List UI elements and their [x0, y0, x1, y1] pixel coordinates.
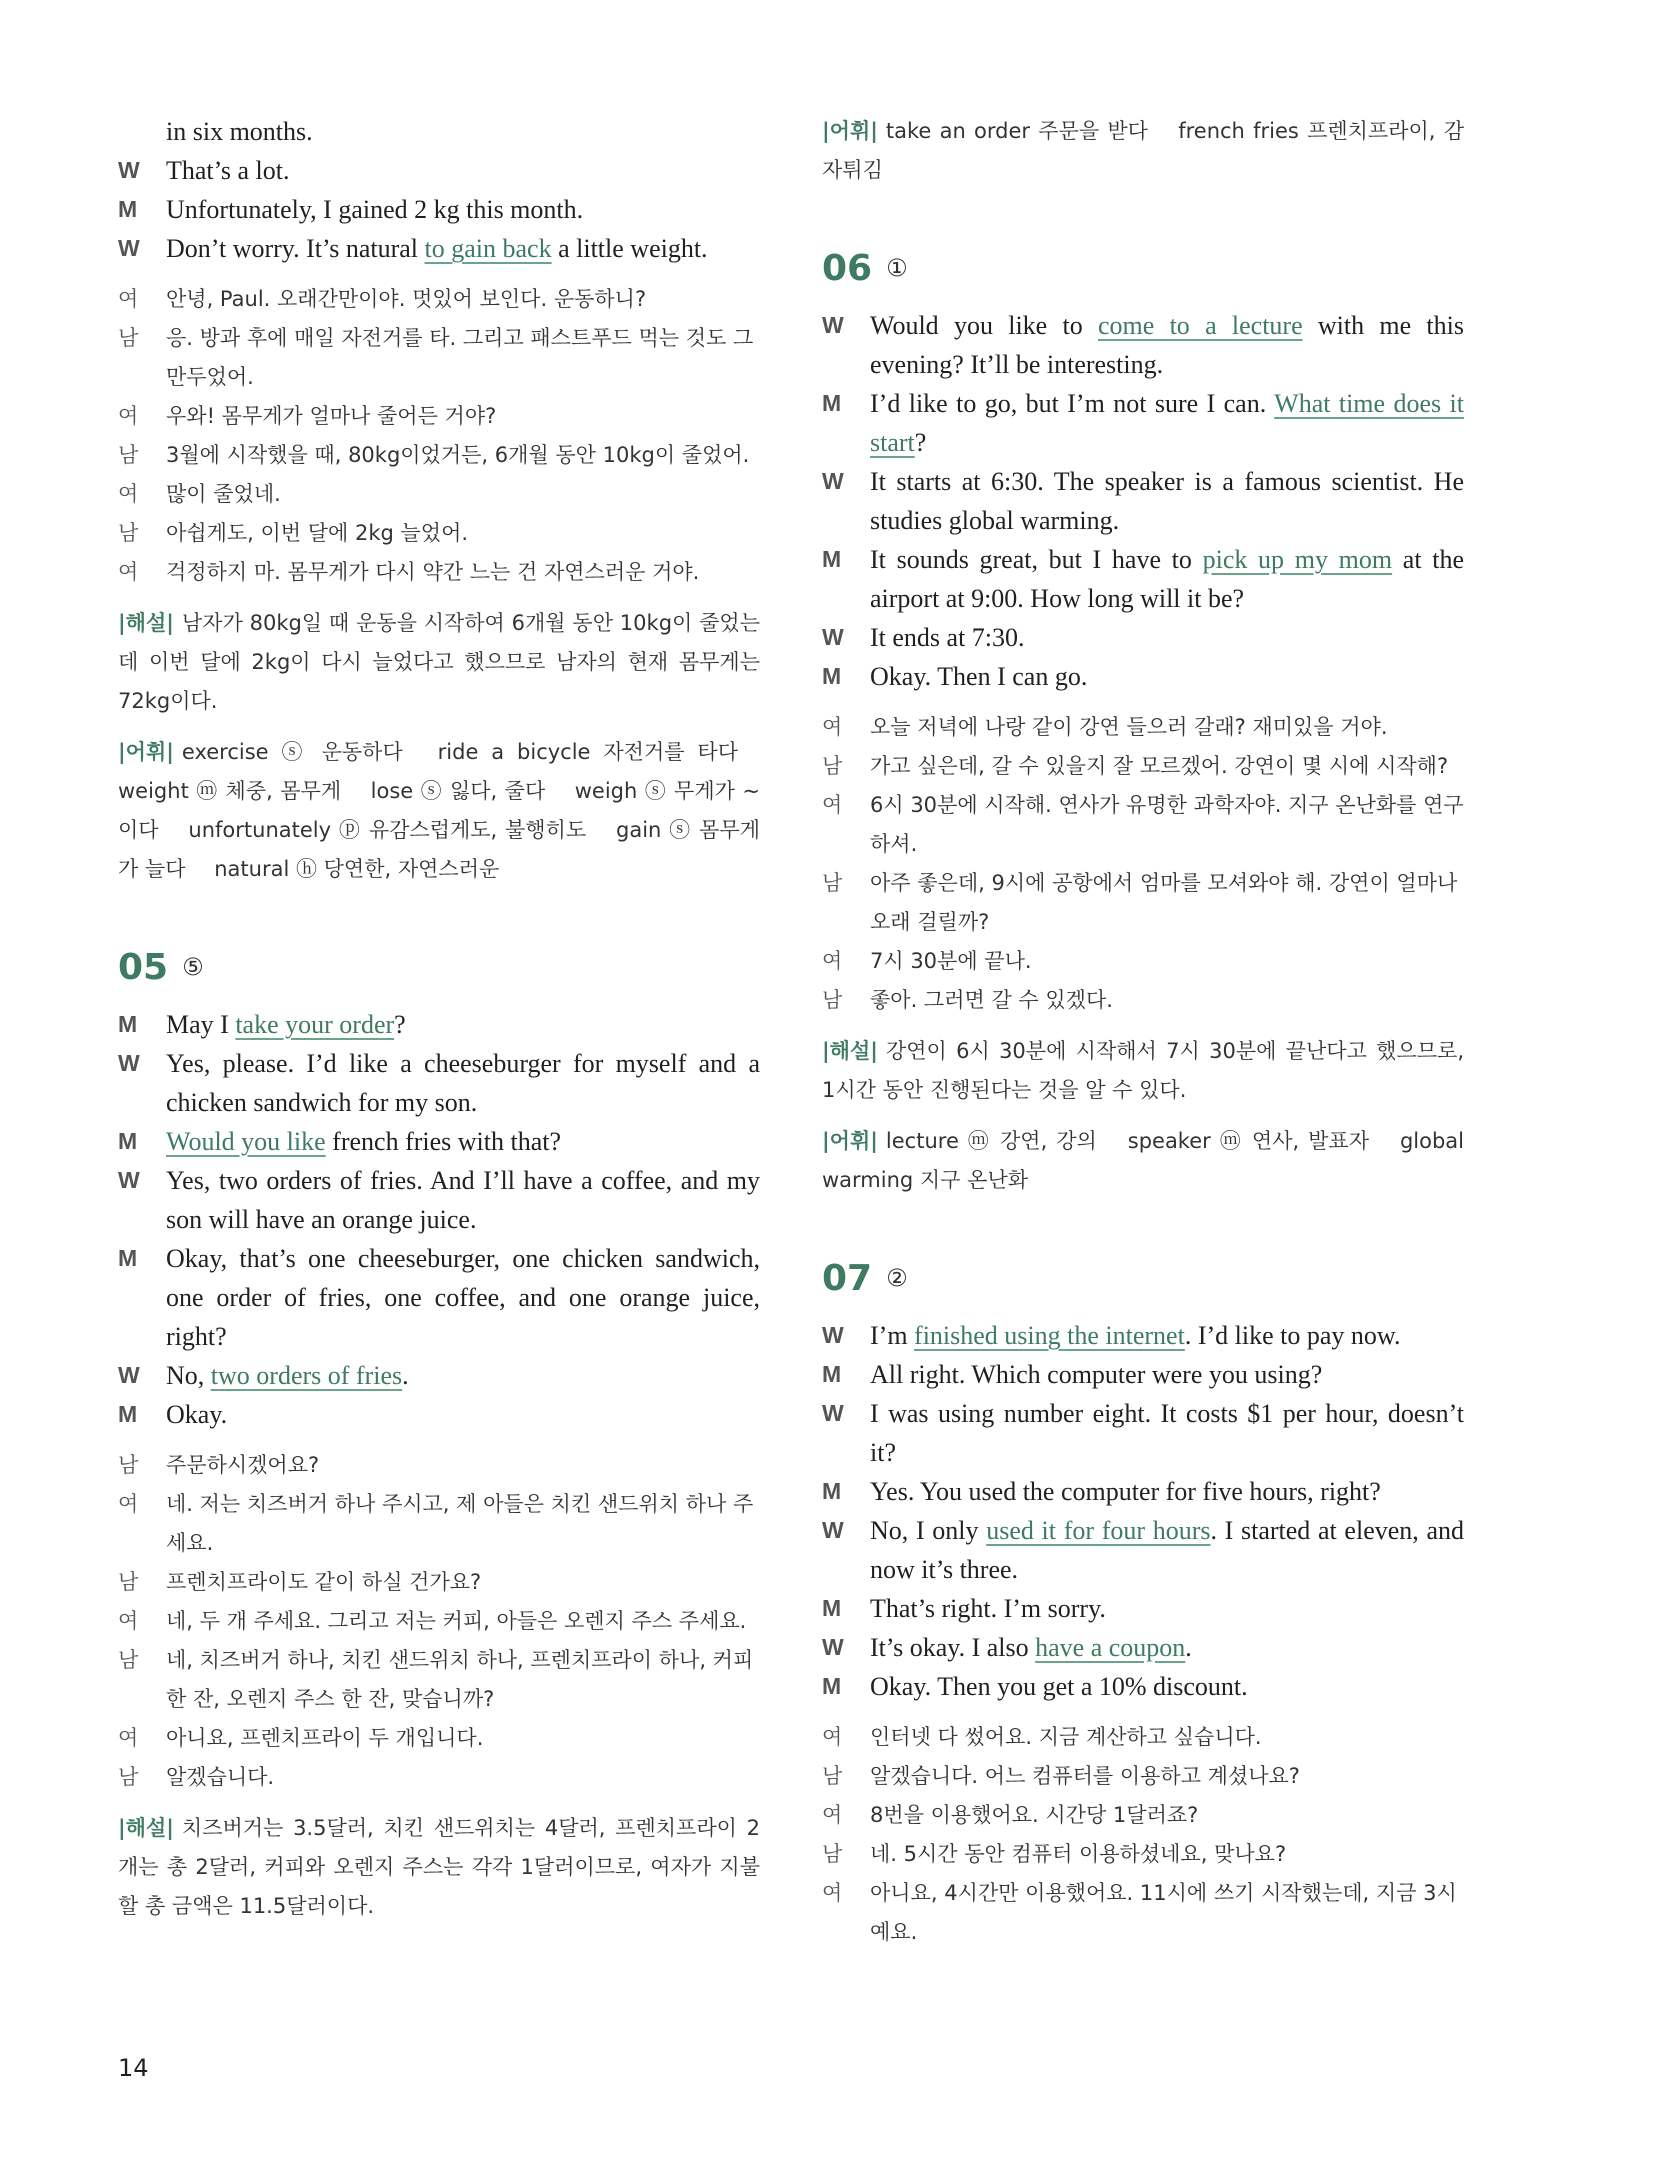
line-text — [870, 384, 1464, 462]
left-column — [118, 112, 760, 1926]
blank-answer: take your order — [235, 1010, 395, 1039]
blank-answer: have a coupon — [1035, 1633, 1186, 1662]
text-segment: Okay. — [166, 1400, 228, 1429]
speaker-label: 여 — [118, 1726, 139, 1750]
speaker-label: 여 — [118, 404, 139, 428]
text-segment: at the airport at 9:00. How long will it be? — [870, 545, 1465, 613]
line-text — [166, 229, 760, 268]
translation — [118, 280, 760, 592]
dialogue-line — [822, 1589, 1464, 1628]
speaker-label: 여 — [822, 1725, 843, 1749]
speaker-label: 여 — [822, 715, 843, 739]
line-text: 알겠습니다. — [166, 1765, 275, 1789]
speaker-label: 남 — [118, 1648, 139, 1672]
dialogue-line — [822, 1628, 1464, 1667]
dialogue-line — [822, 618, 1464, 657]
speaker-label: 남 — [822, 754, 843, 778]
speaker-label: M — [822, 546, 842, 572]
text-segment: It ends at 7:30. — [870, 623, 1025, 652]
line-text: 아니요, 4시간만 이용했어요. 11시에 쓰기 시작했는데, 지금 3시예요. — [870, 1881, 1457, 1944]
line-text: 알겠습니다. 어느 컴퓨터를 이용하고 계셨나요? — [870, 1764, 1300, 1788]
translation-line — [118, 319, 760, 397]
speaker-label: 여 — [118, 1609, 139, 1633]
translation-line — [118, 280, 760, 319]
question-number: 06 — [822, 247, 873, 289]
dialogue-line — [822, 1667, 1464, 1706]
speaker-label: 남 — [118, 1765, 139, 1789]
text-segment: Okay, that’s one cheeseburger, one chicken sandwich, one order of fries, one coffee, and one orange juice, right? — [166, 1244, 760, 1351]
line-text: 응. 방과 후에 매일 자전거를 타. 그리고 패스트푸드 먹는 것도 그만두었어. — [166, 326, 754, 389]
text-segment: It’s okay. I also — [870, 1633, 1036, 1662]
vocab-item: lecture ⓜ 강연, 강의 — [885, 1129, 1097, 1153]
text-segment: All right. Which computer were you using? — [870, 1360, 1323, 1389]
line-text — [870, 1667, 1464, 1706]
text-segment: Unfortunately, I gained 2 kg this month. — [166, 195, 584, 224]
speaker-label: 남 — [822, 1764, 843, 1788]
speaker-label: W — [822, 1517, 844, 1543]
blank-answer: used it for four hours — [986, 1516, 1211, 1545]
text-segment: . — [1185, 1633, 1192, 1662]
translation-line — [118, 436, 760, 475]
vocabulary — [822, 1122, 1464, 1200]
speaker-label: 여 — [118, 560, 139, 584]
vocab-item: natural ⓗ 당연한, 자연스러운 — [214, 857, 500, 881]
answer-mark: ⑤ — [182, 953, 204, 981]
vocab-item: exercise ⓢ 운동하다 — [181, 740, 403, 764]
vocab-item: gain ⓢ 몸무게가 늘다 — [118, 818, 760, 881]
line-text — [870, 1511, 1464, 1589]
line-text: 많이 줄었네. — [166, 482, 281, 506]
speaker-label: M — [118, 196, 138, 222]
translation-line — [822, 1718, 1464, 1757]
line-text: 가고 싶은데, 갈 수 있을지 잘 모르겠어. 강연이 몇 시에 시작해? — [870, 754, 1449, 778]
blank-answer: What time does it start — [870, 389, 1464, 457]
line-text — [870, 1628, 1464, 1667]
explanation-text: 강연이 6시 30분에 시작해서 7시 30분에 끝난다고 했으므로, 1시간 동안 진행된다는 것을 알 수 있다. — [822, 1039, 1464, 1102]
speaker-label: M — [118, 1011, 138, 1037]
translation-line — [822, 942, 1464, 981]
question-06 — [822, 238, 1464, 1200]
text-segment: ? — [914, 428, 927, 457]
explanation — [118, 1809, 760, 1926]
line-text: 아쉽게도, 이번 달에 2kg 늘었어. — [166, 521, 469, 545]
explanation — [118, 604, 760, 721]
translation — [118, 1446, 760, 1797]
line-text — [870, 1316, 1464, 1355]
question-header — [822, 238, 1464, 298]
line-text — [870, 306, 1464, 384]
right-column — [822, 112, 1464, 1952]
vocab-item: weigh ⓢ 무게가 ~이다 — [118, 779, 760, 842]
answer-mark: ① — [886, 254, 908, 282]
speaker-label: W — [822, 1322, 844, 1348]
speaker-label: W — [822, 468, 844, 494]
text-segment: a little weight. — [551, 234, 708, 263]
line-text: 6시 30분에 시작해. 연사가 유명한 과학자야. 지구 온난화를 연구하셔. — [870, 793, 1464, 856]
page-number: 14 — [118, 2054, 149, 2082]
blank-answer: come to a lecture — [1098, 311, 1303, 340]
explanation-tag: |해설| — [118, 611, 174, 635]
dialogue-line — [822, 384, 1464, 462]
translation-line — [822, 786, 1464, 864]
speaker-label: 여 — [822, 1803, 843, 1827]
speaker-label: M — [822, 663, 842, 689]
speaker-label: 남 — [118, 326, 139, 350]
blank-answer: to gain back — [424, 234, 552, 263]
dialogue — [822, 306, 1464, 696]
question-header — [118, 937, 760, 997]
speaker-label: W — [118, 157, 140, 183]
dialogue — [822, 1316, 1464, 1706]
line-text — [870, 1355, 1464, 1394]
question-number: 07 — [822, 1257, 873, 1299]
dialogue-line — [118, 1044, 760, 1122]
line-text — [870, 618, 1464, 657]
translation-line — [822, 747, 1464, 786]
text-segment: That’s right. I’m sorry. — [870, 1594, 1106, 1623]
line-text — [166, 151, 760, 190]
vocab-tag: |어휘| — [822, 1129, 878, 1153]
line-text: 우와! 몸무게가 얼마나 줄어든 거야? — [166, 404, 497, 428]
translation-line — [118, 1485, 760, 1563]
line-text: 네, 치즈버거 하나, 치킨 샌드위치 하나, 프렌치프라이 하나, 커피 한 잔, 오렌지 주스 한 잔, 맞습니까? — [166, 1648, 754, 1711]
speaker-label: 여 — [822, 793, 843, 817]
vocab-tag: |어휘| — [118, 740, 174, 764]
line-text — [166, 1005, 760, 1044]
vocab-item: take an order 주문을 받다 — [885, 119, 1148, 143]
dialogue-line — [118, 1122, 760, 1161]
line-text: 오늘 저녁에 나랑 같이 강연 들으러 갈래? 재미있을 거야. — [870, 715, 1388, 739]
question-number: 05 — [118, 946, 169, 988]
line-text — [870, 540, 1464, 618]
speaker-label: 남 — [118, 1570, 139, 1594]
translation-line — [118, 1602, 760, 1641]
text-segment: Okay. Then you get a 10% discount. — [870, 1672, 1248, 1701]
speaker-label: 남 — [118, 1453, 139, 1477]
text-segment: Would you like to — [870, 311, 1098, 340]
speaker-label — [118, 112, 166, 151]
vocab-item: weight ⓜ 체중, 몸무게 — [118, 779, 342, 803]
vocab-item: unfortunately ⓟ 유감스럽게도, 불행히도 — [188, 818, 587, 842]
line-text — [166, 112, 760, 151]
line-text — [166, 190, 760, 229]
dialogue — [118, 112, 760, 268]
line-text: 인터넷 다 썼어요. 지금 계산하고 싶습니다. — [870, 1725, 1262, 1749]
line-text: 8번을 이용했어요. 시간당 1달러죠? — [870, 1803, 1199, 1827]
translation-line — [822, 708, 1464, 747]
line-text — [166, 1239, 760, 1356]
text-segment: . I started at eleven, and now it’s three. — [870, 1516, 1464, 1584]
line-text — [166, 1122, 760, 1161]
line-text: 걱정하지 마. 몸무게가 다시 약간 느는 건 자연스러운 거야. — [166, 560, 700, 584]
text-segment: with me this evening? It’ll be interesting. — [870, 311, 1464, 379]
translation-line — [118, 1758, 760, 1797]
line-text: 아니요, 프렌치프라이 두 개입니다. — [166, 1726, 484, 1750]
text-segment: It sounds great, but I have to — [870, 545, 1203, 574]
translation — [822, 708, 1464, 1020]
speaker-label: 남 — [822, 1842, 843, 1866]
text-segment: No, I only — [870, 1516, 987, 1545]
dialogue-line — [118, 1239, 760, 1356]
text-segment: . I’d like to pay now. — [1184, 1321, 1401, 1350]
translation-line — [118, 553, 760, 592]
dialogue-line — [822, 462, 1464, 540]
speaker-label: M — [822, 390, 842, 416]
vocabulary — [118, 733, 760, 889]
speaker-label: W — [118, 1362, 140, 1388]
dialogue-line — [118, 1005, 760, 1044]
dialogue-line — [118, 1395, 760, 1434]
text-segment: It starts at 6:30. The speaker is a famous scientist. He studies global warming. — [870, 467, 1464, 535]
speaker-label: M — [822, 1478, 842, 1504]
explanation-text: 남자가 80kg일 때 운동을 시작하여 6개월 동안 10kg이 줄었는데 이번 달에 2kg이 다시 늘었다고 했으므로 남자의 현재 몸무게는 72kg이다. — [118, 611, 760, 713]
speaker-label: M — [822, 1673, 842, 1699]
speaker-label: 남 — [822, 988, 843, 1012]
text-segment: Yes, please. I’d like a cheeseburger for myself and a chicken sandwich for my son. — [166, 1049, 760, 1117]
dialogue-line — [118, 112, 760, 151]
line-text: 좋아. 그러면 갈 수 있겠다. — [870, 988, 1113, 1012]
line-text — [870, 462, 1464, 540]
speaker-label: M — [118, 1401, 138, 1427]
speaker-label: W — [822, 624, 844, 650]
answer-mark: ② — [886, 1264, 908, 1292]
speaker-label: M — [118, 1128, 138, 1154]
speaker-label: M — [822, 1361, 842, 1387]
speaker-label: W — [822, 1634, 844, 1660]
speaker-label: W — [118, 1050, 140, 1076]
q04-continuation — [118, 112, 760, 889]
translation-line — [822, 1874, 1464, 1952]
translation-line — [822, 864, 1464, 942]
vocab-item: ride a bicycle 자전거를 타다 — [437, 740, 738, 764]
speaker-label: 여 — [118, 1492, 139, 1516]
line-text: 아주 좋은데, 9시에 공항에서 엄마를 모셔와야 해. 강연이 얼마나 오래 걸릴까? — [870, 871, 1458, 934]
speaker-label: 남 — [118, 521, 139, 545]
text-segment: Yes, two orders of fries. And I’ll have a coffee, and my son will have an orange juice. — [166, 1166, 760, 1234]
line-text — [870, 1394, 1464, 1472]
speaker-label: W — [118, 1167, 140, 1193]
speaker-label: M — [822, 1595, 842, 1621]
blank-answer: two orders of fries — [210, 1361, 403, 1390]
speaker-label: 여 — [822, 949, 843, 973]
vocab-item: speaker ⓜ 연사, 발표자 — [1127, 1129, 1369, 1153]
dialogue-line — [118, 151, 760, 190]
speaker-label: W — [118, 235, 140, 261]
speaker-label: 여 — [822, 1881, 843, 1905]
blank-answer: pick up my mom — [1202, 545, 1393, 574]
speaker-label: M — [118, 1245, 138, 1271]
dialogue — [118, 1005, 760, 1434]
translation-line — [822, 981, 1464, 1020]
text-segment: Okay. Then I can go. — [870, 662, 1088, 691]
dialogue-line — [822, 1355, 1464, 1394]
line-text — [166, 1044, 760, 1122]
text-segment: I’m — [870, 1321, 915, 1350]
speaker-label: 여 — [118, 287, 139, 311]
dialogue-line — [118, 1356, 760, 1395]
line-text — [870, 1472, 1464, 1511]
text-segment: May I — [166, 1010, 236, 1039]
speaker-label: W — [822, 1400, 844, 1426]
translation-line — [822, 1796, 1464, 1835]
speaker-label: 남 — [118, 443, 139, 467]
dialogue-line — [118, 229, 760, 268]
line-text: 7시 30분에 끝나. — [870, 949, 1032, 973]
dialogue-line — [822, 1472, 1464, 1511]
speaker-label: W — [822, 312, 844, 338]
line-text: 네, 두 개 주세요. 그리고 저는 커피, 아들은 오렌지 주스 주세요. — [166, 1609, 747, 1633]
translation-line — [118, 1446, 760, 1485]
dialogue-line — [822, 1511, 1464, 1589]
line-text: 3월에 시작했을 때, 80kg이었거든, 6개월 동안 10kg이 줄었어. — [166, 443, 750, 467]
translation-line — [118, 514, 760, 553]
question-05 — [118, 937, 760, 1926]
line-text: 네. 5시간 동안 컴퓨터 이용하셨네요, 맞나요? — [870, 1842, 1287, 1866]
text-segment: Yes. You used the computer for five hours, right? — [870, 1477, 1381, 1506]
vocabulary — [822, 112, 1464, 190]
translation-line — [118, 475, 760, 514]
text-segment: . — [402, 1361, 409, 1390]
line-text: 안녕, Paul. 오래간만이야. 멋있어 보인다. 운동하니? — [166, 287, 647, 311]
translation — [822, 1718, 1464, 1952]
dialogue-line — [822, 1394, 1464, 1472]
dialogue-line — [118, 190, 760, 229]
dialogue-line — [822, 540, 1464, 618]
dialogue-line — [822, 306, 1464, 384]
vocab-item: global warming 지구 온난화 — [822, 1129, 1464, 1192]
line-text — [166, 1395, 760, 1434]
line-text — [870, 1589, 1464, 1628]
explanation-tag: |해설| — [822, 1039, 878, 1063]
line-text — [166, 1161, 760, 1239]
text-segment: Don’t worry. It’s natural — [166, 234, 425, 263]
blank-answer: finished using the internet — [914, 1321, 1185, 1350]
text-segment: That’s a lot. — [166, 156, 290, 185]
text-segment: ? — [394, 1010, 406, 1039]
translation-line — [822, 1757, 1464, 1796]
line-text: 네. 저는 치즈버거 하나 주시고, 제 아들은 치킨 샌드위치 하나 주세요. — [166, 1492, 754, 1555]
line-text: 프렌치프라이도 같이 하실 건가요? — [166, 1570, 482, 1594]
translation-line — [118, 1563, 760, 1602]
text-segment: No, — [166, 1361, 211, 1390]
line-text: 주문하시겠어요? — [166, 1453, 320, 1477]
text-segment: in six months. — [166, 117, 313, 146]
text-segment: I was using number eight. It costs $1 per hour, doesn’t it? — [870, 1399, 1464, 1467]
text-segment: I’d like to go, but I’m not sure I can. — [870, 389, 1275, 418]
dialogue-line — [822, 657, 1464, 696]
line-text — [166, 1356, 760, 1395]
speaker-label: 남 — [822, 871, 843, 895]
explanation — [822, 1032, 1464, 1110]
translation-line — [118, 1641, 760, 1719]
line-text — [870, 657, 1464, 696]
explanation-tag: |해설| — [118, 1816, 174, 1840]
translation-line — [118, 397, 760, 436]
blank-answer: Would you like — [166, 1127, 326, 1156]
dialogue-line — [822, 1316, 1464, 1355]
vocab-item: lose ⓢ 잃다, 줄다 — [370, 779, 546, 803]
translation-line — [118, 1719, 760, 1758]
vocab-tag: |어휘| — [822, 119, 878, 143]
explanation-text: 치즈버거는 3.5달러, 치킨 샌드위치는 4달러, 프렌치프라이 2개는 총 2달러, 커피와 오렌지 주스는 각각 1달러이므로, 여자가 지불할 총 금액은 11.5달러이다. — [118, 1816, 760, 1918]
translation-line — [822, 1835, 1464, 1874]
vocab-item: french fries 프렌치프라이, 감자튀김 — [822, 119, 1464, 182]
question-header — [822, 1248, 1464, 1308]
speaker-label: 여 — [118, 482, 139, 506]
text-segment: french fries with that? — [325, 1127, 562, 1156]
question-07 — [822, 1248, 1464, 1952]
dialogue-line — [118, 1161, 760, 1239]
